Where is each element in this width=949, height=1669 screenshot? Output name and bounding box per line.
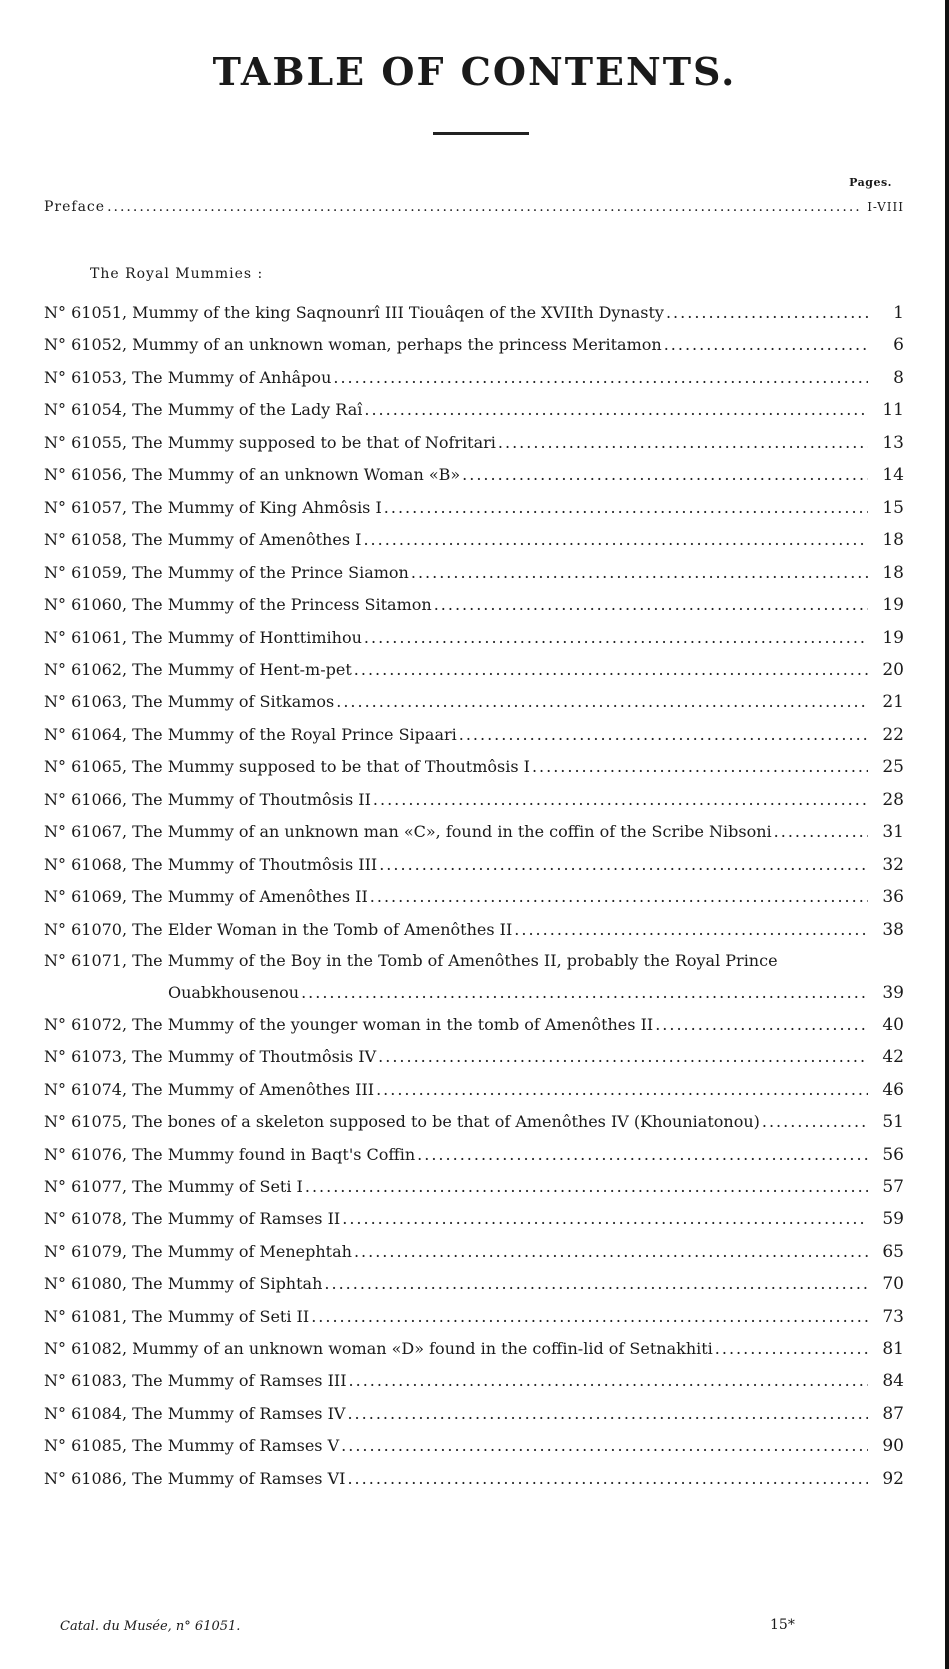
leader-dots [762, 1111, 868, 1133]
toc-row [44, 789, 904, 811]
leader-dots [378, 1046, 868, 1068]
toc-entry-page: 70 [882, 1274, 904, 1295]
leader-dots [347, 1403, 868, 1425]
toc-row [44, 1273, 904, 1295]
toc-entry-page: 90 [882, 1436, 904, 1457]
toc-entry-text: N° 61064, The Mummy of the Royal Prince Sipaari [44, 724, 457, 744]
leader-dots [370, 886, 868, 908]
toc-entry-text: N° 61079, The Mummy of Menephtah [44, 1241, 352, 1261]
toc-entry-page: 14 [882, 465, 904, 486]
leader-dots [364, 627, 868, 649]
toc-entry-page: 31 [882, 822, 904, 843]
toc-row [44, 594, 904, 616]
toc-entry-page: 46 [882, 1079, 904, 1100]
toc-row [44, 627, 904, 649]
toc-row [44, 464, 904, 486]
toc-entry-text: N° 61055, The Mummy supposed to be that of Nofritari [44, 432, 496, 452]
toc-row-preface [44, 196, 904, 218]
page-title: TABLE OF CONTENTS. [212, 49, 737, 94]
toc-entry-text: N° 61085, The Mummy of Ramses V [44, 1436, 340, 1456]
leader-dots [664, 334, 868, 356]
toc-entry-page: 84 [882, 1371, 904, 1392]
toc-entry-page: 15 [882, 497, 904, 518]
section-heading: The Royal Mummies : [90, 266, 264, 282]
toc-entry-text: N° 61056, The Mummy of an unknown Woman «B» [44, 465, 461, 485]
toc-row [44, 1435, 904, 1457]
toc-row [44, 1176, 904, 1198]
footer-signature-mark: 15* [770, 1617, 795, 1633]
toc-entry-text: N° 61052, Mummy of an unknown woman, perhaps the princess Meritamon [44, 335, 662, 355]
toc-entry-page: 39 [882, 983, 904, 1003]
toc-entry-page: 21 [882, 692, 904, 713]
leader-dots [384, 497, 868, 519]
toc-entry-page: 11 [882, 400, 904, 421]
toc-entry-text: N° 61059, The Mummy of the Prince Siamon [44, 562, 409, 582]
leader-dots [363, 529, 868, 551]
leader-dots [655, 1014, 868, 1036]
toc-entry-text: N° 61057, The Mummy of King Ahmôsis I [44, 497, 382, 517]
toc-row [44, 497, 904, 519]
toc-entry-text: N° 61058, The Mummy of Amenôthes I [44, 530, 362, 550]
leader-dots [341, 1435, 868, 1457]
toc-entry-page: 40 [882, 1015, 904, 1035]
toc-row [44, 1144, 904, 1166]
toc-row [44, 367, 904, 389]
toc-row [44, 1468, 904, 1490]
toc-entry-text: N° 61066, The Mummy of Thoutmôsis II [44, 789, 371, 809]
toc-entry-text: N° 61068, The Mummy of Thoutmôsis III [44, 854, 378, 874]
toc-entry-page: 1 [893, 303, 904, 323]
leader-dots [324, 1273, 868, 1295]
toc-row [44, 302, 904, 324]
toc-entry-page: 38 [882, 919, 904, 940]
leader-dots [379, 854, 868, 876]
toc-entry-text: N° 61063, The Mummy of Sitkamos [44, 692, 335, 712]
toc-row [44, 1079, 904, 1101]
toc-row [44, 724, 904, 746]
toc-row [44, 562, 904, 584]
leader-dots [364, 399, 868, 421]
toc-row [44, 399, 904, 421]
toc-entry-page: 28 [882, 789, 904, 810]
leader-dots [305, 1176, 868, 1198]
toc-entry-page: 25 [882, 757, 904, 778]
leader-dots [107, 196, 860, 218]
toc-row-61071-line2 [168, 982, 904, 1004]
leader-dots [342, 1208, 868, 1230]
footer-catalogue-reference: Catal. du Musée, n° 61051. [60, 1619, 241, 1634]
toc-entry-page: 19 [882, 627, 904, 648]
toc-entry-text: Ouabkhousenou [168, 983, 300, 1002]
toc-entry-text: N° 61082, Mummy of an unknown woman «D» found in the coffin-lid of Setnakhiti [44, 1339, 713, 1358]
toc-row [44, 1111, 904, 1133]
toc-row [44, 1370, 904, 1392]
toc-row [44, 1046, 904, 1068]
toc-entry-page: 32 [882, 854, 904, 875]
toc-row [44, 529, 904, 551]
toc-row [44, 886, 904, 908]
toc-row [44, 821, 904, 843]
toc-entry-page: 65 [882, 1241, 904, 1262]
toc-entry-text: N° 61053, The Mummy of Anhâpou [44, 367, 332, 387]
leader-dots [301, 982, 868, 1004]
toc-entry-text: N° 61051, Mummy of the king Saqnounrî III Tiouâqen of the XVIIth Dynasty [44, 303, 664, 322]
toc-entry-page: 81 [882, 1339, 904, 1359]
toc-entry-text: N° 61077, The Mummy of Seti I [44, 1177, 303, 1196]
leader-dots [459, 724, 868, 746]
leader-dots [376, 1079, 868, 1101]
toc-entry-page: 22 [882, 724, 904, 745]
toc-entry-page: 13 [882, 432, 904, 453]
toc-entry-text: N° 61075, The bones of a skeleton supposed to be that of Amenôthes IV (Khouniatonou) [44, 1112, 760, 1132]
leader-dots [774, 821, 868, 843]
leader-dots [333, 367, 868, 389]
toc-entry-text: N° 61065, The Mummy supposed to be that of Thoutmôsis I [44, 757, 530, 777]
toc-entry-text: N° 61078, The Mummy of Ramses II [44, 1209, 341, 1229]
toc-row [44, 1306, 904, 1328]
leader-dots [411, 562, 868, 584]
toc-row [44, 1338, 904, 1360]
toc-entry-text: N° 61080, The Mummy of Siphtah [44, 1274, 323, 1294]
toc-row-61071-line1: N° 61071, The Mummy of the Boy in the Tomb of Amenôthes II, probably the Royal Prince [44, 951, 778, 970]
toc-entry-text: N° 61061, The Mummy of Honttimihou [44, 627, 362, 647]
toc-entry-page: 36 [882, 887, 904, 908]
toc-row [44, 756, 904, 778]
toc-entry-text: N° 61060, The Mummy of the Princess Sitamon [44, 595, 432, 615]
toc-entry-text: N° 61076, The Mummy found in Baqt's Coffin [44, 1144, 416, 1164]
leader-dots [354, 659, 868, 681]
page-edge [945, 0, 949, 1669]
toc-entry-text: N° 61084, The Mummy of Ramses IV [44, 1403, 346, 1423]
toc-entry-page: 73 [882, 1306, 904, 1327]
toc-entry-page: 92 [882, 1468, 904, 1489]
toc-entry-text: N° 61062, The Mummy of Hent-m-pet [44, 659, 352, 679]
toc-row [44, 659, 904, 681]
toc-row [44, 1403, 904, 1425]
toc-row [44, 854, 904, 876]
toc-entry-text: N° 61070, The Elder Woman in the Tomb of Amenôthes II [44, 919, 513, 939]
leader-dots [417, 1144, 868, 1166]
toc-row [44, 334, 904, 356]
leader-dots [373, 789, 868, 811]
toc-entry-page: 18 [882, 530, 904, 551]
leader-dots [666, 302, 868, 324]
toc-entry-page: I-VIII [867, 200, 904, 214]
leader-dots [349, 1370, 868, 1392]
leader-dots [514, 919, 868, 941]
pages-column-header: Pages. [849, 176, 892, 189]
toc-entry-page: 87 [882, 1403, 904, 1424]
toc-entry-page: 51 [882, 1112, 904, 1133]
toc-row [44, 919, 904, 941]
leader-dots [347, 1468, 868, 1490]
toc-entry-page: 57 [882, 1177, 904, 1197]
toc-entry-text: Preface [44, 199, 106, 215]
toc-row [44, 1241, 904, 1263]
leader-dots [462, 464, 868, 486]
toc-row [44, 1014, 904, 1036]
toc-entry-text: N° 61086, The Mummy of Ramses VI [44, 1468, 346, 1488]
toc-entry-page: 18 [882, 562, 904, 583]
toc-entry-text: N° 61081, The Mummy of Seti II [44, 1306, 310, 1326]
leader-dots [354, 1241, 868, 1263]
toc-row [44, 691, 904, 713]
title-rule [433, 132, 529, 135]
toc-entry-text: N° 61069, The Mummy of Amenôthes II [44, 887, 368, 907]
leader-dots [336, 691, 868, 713]
toc-entry-page: 8 [893, 367, 904, 388]
toc-entry-text: N° 61067, The Mummy of an unknown man «C», found in the coffin of the Scribe Nibsoni [44, 822, 772, 842]
toc-entry-page: 20 [882, 659, 904, 680]
toc-entry-page: 59 [882, 1209, 904, 1230]
leader-dots [434, 594, 868, 616]
toc-entry-text: N° 61083, The Mummy of Ramses III [44, 1371, 347, 1391]
leader-dots [532, 756, 868, 778]
toc-entry-text: N° 61054, The Mummy of the Lady Raî [44, 400, 363, 420]
leader-dots [715, 1338, 868, 1360]
toc-entry-page: 6 [893, 335, 904, 356]
toc-row [44, 432, 904, 454]
toc-entry-page: 19 [882, 595, 904, 616]
toc-entry-page: 42 [882, 1047, 904, 1068]
leader-dots [311, 1306, 868, 1328]
leader-dots [498, 432, 868, 454]
toc-entry-page: 56 [882, 1144, 904, 1165]
toc-entry-text: N° 61073, The Mummy of Thoutmôsis IV [44, 1047, 377, 1067]
toc-row [44, 1208, 904, 1230]
toc-entry-text: N° 61072, The Mummy of the younger woman in the tomb of Amenôthes II [44, 1015, 654, 1034]
toc-entry-text: N° 61074, The Mummy of Amenôthes III [44, 1079, 375, 1099]
